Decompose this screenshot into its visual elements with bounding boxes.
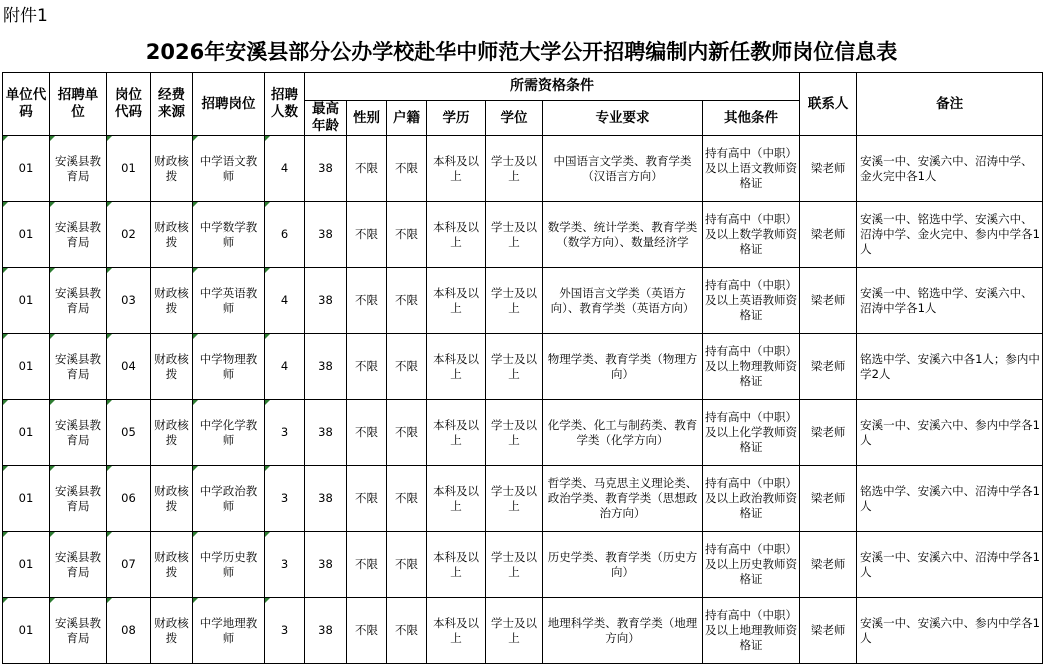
cell-gender: 不限 xyxy=(347,466,387,532)
cell-other: 持有高中（中职）及以上化学教师资格证 xyxy=(703,400,800,466)
header-other: 其他条件 xyxy=(703,101,800,136)
cell-education: 本科及以上 xyxy=(427,202,486,268)
cell-education: 本科及以上 xyxy=(427,466,486,532)
cell-contact: 梁老师 xyxy=(800,268,857,334)
cell-fund: 财政核拨 xyxy=(151,136,193,202)
cell-post: 中学物理教师 xyxy=(193,334,265,400)
cell-contact: 梁老师 xyxy=(800,202,857,268)
cell-max-age: 38 xyxy=(305,268,347,334)
cell-degree: 学士及以上 xyxy=(486,466,543,532)
cell-hukou: 不限 xyxy=(387,598,427,664)
table-row xyxy=(3,598,1043,664)
cell-other: 持有高中（中职）及以上政治教师资格证 xyxy=(703,466,800,532)
positions-table xyxy=(2,72,1043,664)
cell-education: 本科及以上 xyxy=(427,400,486,466)
cell-education: 本科及以上 xyxy=(427,532,486,598)
header-count: 招聘人数 xyxy=(265,73,305,136)
cell-gender: 不限 xyxy=(347,136,387,202)
header-education: 学历 xyxy=(427,101,486,136)
cell-count: 6 xyxy=(265,202,305,268)
cell-fund: 财政核拨 xyxy=(151,400,193,466)
header-post-code: 岗位代码 xyxy=(107,73,151,136)
cell-count: 4 xyxy=(265,136,305,202)
cell-unit-code: 01 xyxy=(3,268,50,334)
cell-post: 中学语文教师 xyxy=(193,136,265,202)
cell-fund: 财政核拨 xyxy=(151,268,193,334)
cell-major: 数学类、统计学类、教育学类（数学方向）、数量经济学 xyxy=(543,202,703,268)
cell-other: 持有高中（中职）及以上历史教师资格证 xyxy=(703,532,800,598)
cell-post-code: 03 xyxy=(107,268,151,334)
cell-remarks: 安溪一中、安溪六中、参内中学各1人 xyxy=(857,598,1043,664)
cell-post-code: 04 xyxy=(107,334,151,400)
cell-remarks: 安溪一中、铭选中学、安溪六中、沼涛中学、金火完中、参内中学各1人 xyxy=(857,202,1043,268)
cell-max-age: 38 xyxy=(305,466,347,532)
cell-unit: 安溪县教育局 xyxy=(50,400,107,466)
cell-education: 本科及以上 xyxy=(427,598,486,664)
cell-count: 3 xyxy=(265,400,305,466)
table-row xyxy=(3,400,1043,466)
cell-hukou: 不限 xyxy=(387,466,427,532)
cell-education: 本科及以上 xyxy=(427,136,486,202)
cell-unit: 安溪县教育局 xyxy=(50,136,107,202)
cell-max-age: 38 xyxy=(305,334,347,400)
cell-degree: 学士及以上 xyxy=(486,598,543,664)
cell-unit: 安溪县教育局 xyxy=(50,334,107,400)
cell-remarks: 铭选中学、安溪六中各1人；参内中学2人 xyxy=(857,334,1043,400)
cell-count: 3 xyxy=(265,466,305,532)
cell-post: 中学英语教师 xyxy=(193,268,265,334)
cell-unit-code: 01 xyxy=(3,136,50,202)
cell-fund: 财政核拨 xyxy=(151,532,193,598)
cell-other: 持有高中（中职）及以上物理教师资格证 xyxy=(703,334,800,400)
cell-degree: 学士及以上 xyxy=(486,136,543,202)
cell-fund: 财政核拨 xyxy=(151,202,193,268)
cell-post: 中学数学教师 xyxy=(193,202,265,268)
table-row xyxy=(3,334,1043,400)
cell-unit-code: 01 xyxy=(3,400,50,466)
cell-post-code: 01 xyxy=(107,136,151,202)
cell-hukou: 不限 xyxy=(387,532,427,598)
table-row xyxy=(3,532,1043,598)
header-contact: 联系人 xyxy=(800,73,857,136)
cell-unit-code: 01 xyxy=(3,466,50,532)
cell-post: 中学政治教师 xyxy=(193,466,265,532)
cell-fund: 财政核拨 xyxy=(151,466,193,532)
header-unit-code: 单位代码 xyxy=(3,73,50,136)
header-gender: 性别 xyxy=(347,101,387,136)
cell-remarks: 铭选中学、安溪六中、沼涛中学各1人 xyxy=(857,466,1043,532)
cell-count: 4 xyxy=(265,334,305,400)
cell-major: 地理科学类、教育学类（地理方向） xyxy=(543,598,703,664)
cell-max-age: 38 xyxy=(305,598,347,664)
cell-education: 本科及以上 xyxy=(427,334,486,400)
cell-contact: 梁老师 xyxy=(800,466,857,532)
cell-other: 持有高中（中职）及以上语文教师资格证 xyxy=(703,136,800,202)
cell-hukou: 不限 xyxy=(387,334,427,400)
cell-post: 中学地理教师 xyxy=(193,598,265,664)
cell-major: 哲学类、马克思主义理论类、政治学类、教育学类（思想政治方向） xyxy=(543,466,703,532)
cell-gender: 不限 xyxy=(347,400,387,466)
cell-major: 历史学类、教育学类（历史方向） xyxy=(543,532,703,598)
cell-remarks: 安溪一中、安溪六中、参内中学各1人 xyxy=(857,400,1043,466)
cell-max-age: 38 xyxy=(305,136,347,202)
header-major: 专业要求 xyxy=(543,101,703,136)
cell-count: 4 xyxy=(265,268,305,334)
cell-other: 持有高中（中职）及以上地理教师资格证 xyxy=(703,598,800,664)
cell-max-age: 38 xyxy=(305,532,347,598)
page-title: 2026年安溪县部分公办学校赴华中师范大学公开招聘编制内新任教师岗位信息表 xyxy=(145,40,898,64)
cell-degree: 学士及以上 xyxy=(486,268,543,334)
cell-contact: 梁老师 xyxy=(800,334,857,400)
table-body xyxy=(3,136,1043,664)
cell-count: 3 xyxy=(265,598,305,664)
cell-gender: 不限 xyxy=(347,598,387,664)
cell-gender: 不限 xyxy=(347,202,387,268)
cell-major: 中国语言文学类、教育学类（汉语言方向） xyxy=(543,136,703,202)
cell-gender: 不限 xyxy=(347,532,387,598)
cell-unit-code: 01 xyxy=(3,598,50,664)
cell-count: 3 xyxy=(265,532,305,598)
cell-unit: 安溪县教育局 xyxy=(50,532,107,598)
cell-major: 外国语言文学类（英语方向）、教育学类（英语方向） xyxy=(543,268,703,334)
header-hukou: 户籍 xyxy=(387,101,427,136)
cell-unit: 安溪县教育局 xyxy=(50,466,107,532)
cell-post-code: 05 xyxy=(107,400,151,466)
cell-fund: 财政核拨 xyxy=(151,598,193,664)
header-max-age: 最高年龄 xyxy=(305,101,347,136)
cell-education: 本科及以上 xyxy=(427,268,486,334)
cell-other: 持有高中（中职）及以上英语教师资格证 xyxy=(703,268,800,334)
cell-post-code: 07 xyxy=(107,532,151,598)
cell-unit: 安溪县教育局 xyxy=(50,202,107,268)
cell-max-age: 38 xyxy=(305,400,347,466)
cell-contact: 梁老师 xyxy=(800,598,857,664)
cell-unit-code: 01 xyxy=(3,334,50,400)
cell-unit-code: 01 xyxy=(3,532,50,598)
cell-other: 持有高中（中职）及以上数学教师资格证 xyxy=(703,202,800,268)
cell-major: 物理学类、教育学类（物理方向） xyxy=(543,334,703,400)
cell-unit: 安溪县教育局 xyxy=(50,268,107,334)
cell-remarks: 安溪一中、安溪六中、沼涛中学、金火完中各1人 xyxy=(857,136,1043,202)
cell-degree: 学士及以上 xyxy=(486,334,543,400)
cell-remarks: 安溪一中、安溪六中、沼涛中学各1人 xyxy=(857,532,1043,598)
header-unit: 招聘单位 xyxy=(50,73,107,136)
cell-fund: 财政核拨 xyxy=(151,334,193,400)
cell-unit-code: 01 xyxy=(3,202,50,268)
cell-post: 中学历史教师 xyxy=(193,532,265,598)
cell-hukou: 不限 xyxy=(387,136,427,202)
table-row xyxy=(3,136,1043,202)
cell-remarks: 安溪一中、铭选中学、安溪六中、沼涛中学各1人 xyxy=(857,268,1043,334)
cell-hukou: 不限 xyxy=(387,400,427,466)
header-post: 招聘岗位 xyxy=(193,73,265,136)
cell-degree: 学士及以上 xyxy=(486,400,543,466)
cell-post-code: 08 xyxy=(107,598,151,664)
cell-hukou: 不限 xyxy=(387,268,427,334)
header-qualifications: 所需资格条件 xyxy=(305,73,800,101)
table-row xyxy=(3,466,1043,532)
cell-post: 中学化学教师 xyxy=(193,400,265,466)
annex-label: 附件1 xyxy=(3,6,48,26)
cell-contact: 梁老师 xyxy=(800,532,857,598)
cell-max-age: 38 xyxy=(305,202,347,268)
cell-post-code: 06 xyxy=(107,466,151,532)
table-row xyxy=(3,268,1043,334)
cell-gender: 不限 xyxy=(347,268,387,334)
cell-contact: 梁老师 xyxy=(800,400,857,466)
header-degree: 学位 xyxy=(486,101,543,136)
cell-degree: 学士及以上 xyxy=(486,202,543,268)
cell-unit: 安溪县教育局 xyxy=(50,598,107,664)
cell-gender: 不限 xyxy=(347,334,387,400)
cell-post-code: 02 xyxy=(107,202,151,268)
header-row-top xyxy=(3,73,1043,101)
table-row xyxy=(3,202,1043,268)
cell-hukou: 不限 xyxy=(387,202,427,268)
cell-major: 化学类、化工与制药类、教育学类（化学方向） xyxy=(543,400,703,466)
cell-contact: 梁老师 xyxy=(800,136,857,202)
header-remarks: 备注 xyxy=(857,73,1043,136)
cell-degree: 学士及以上 xyxy=(486,532,543,598)
header-fund: 经费来源 xyxy=(151,73,193,136)
